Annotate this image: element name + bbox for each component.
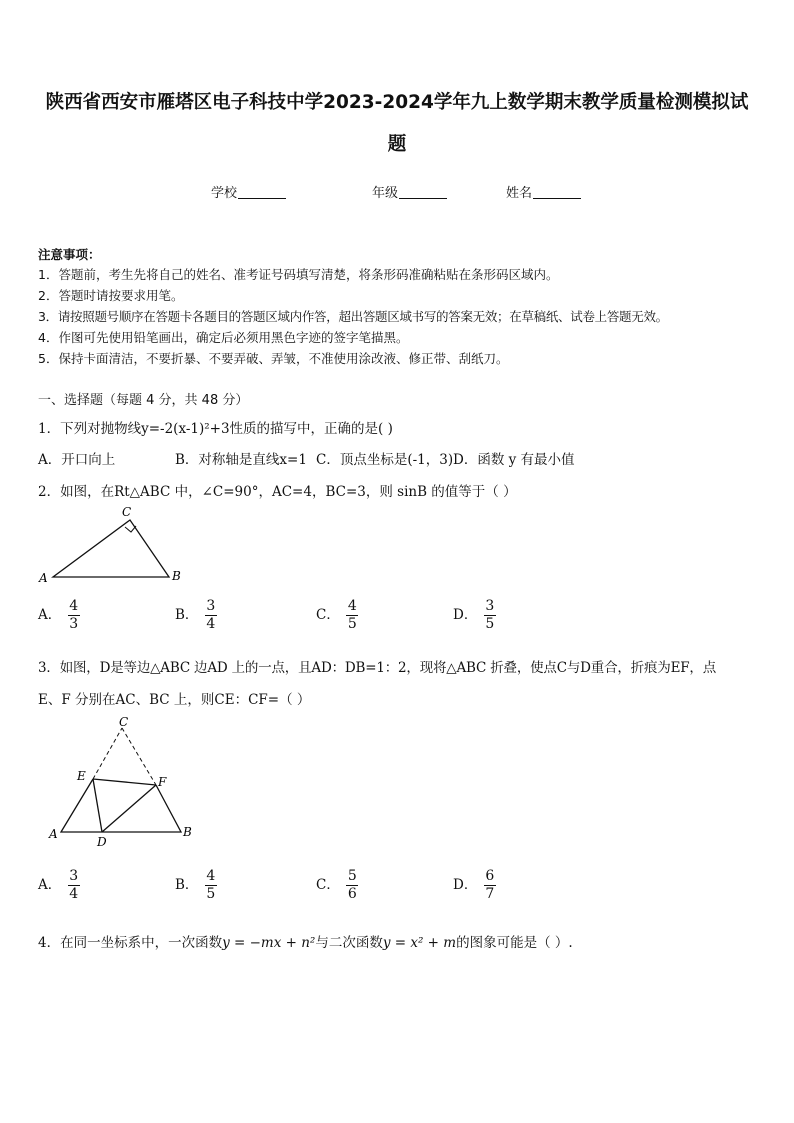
name-blank — [533, 186, 581, 199]
option-letter: D． — [453, 607, 478, 623]
dashed-side-bc — [122, 728, 156, 785]
numerator: 3 — [485, 598, 495, 614]
q4-prefix: 4．在同一坐标系中，一次函数 — [38, 935, 223, 951]
vertex-label-a: A — [49, 827, 58, 841]
segment-ed — [93, 779, 102, 832]
section-heading: 一、选择题（每题 4 分，共 48 分） — [38, 393, 249, 408]
fraction — [483, 868, 496, 903]
option-letter: B． — [175, 877, 199, 893]
fraction — [204, 868, 217, 903]
note-item: 3．请按照题号顺序在答题卡各题目的答题区域内作答，超出答题区域书写的答案无效；在草稿纸、试卷上答题无效。 — [38, 309, 668, 324]
vertex-label-a: A — [39, 571, 48, 585]
grade-blank — [399, 186, 447, 199]
denominator: 3 — [69, 616, 79, 632]
denominator: 4 — [206, 616, 216, 632]
grade-field[interactable] — [372, 182, 447, 201]
notes-heading: 注意事项： — [38, 247, 101, 262]
question-4-stem — [38, 931, 573, 951]
fraction — [67, 868, 80, 903]
fraction — [346, 868, 359, 903]
fraction — [483, 598, 496, 633]
q4-quadratic-function: y = x² + m — [382, 935, 457, 951]
segment-df — [102, 785, 156, 832]
question-2-stem: 2．如图，在Rt△ABC 中，∠C=90°，AC=4，BC=3，则 sinB 的值等于（ ） — [38, 484, 517, 500]
fold-line-ef — [93, 779, 156, 785]
option-letter: C． — [316, 877, 340, 893]
q3-option-c[interactable] — [316, 868, 359, 903]
q1-option-a[interactable]: A．开口向上 — [38, 452, 116, 468]
vertex-label-c: C — [122, 505, 132, 519]
option-letter: A． — [38, 877, 62, 893]
denominator: 5 — [206, 886, 216, 902]
denominator: 4 — [69, 886, 79, 902]
point-label-e: E — [77, 769, 86, 783]
fraction — [204, 598, 217, 633]
q4-suffix: 的图象可能是（ ）. — [456, 935, 573, 951]
q1-option-d[interactable]: D．函数 y 有最小值 — [453, 452, 575, 468]
q3-fold-figure — [40, 712, 200, 852]
vertex-label-b: B — [183, 825, 192, 839]
q4-mid: 与二次函数 — [315, 935, 383, 951]
option-letter: A． — [38, 607, 62, 623]
point-label-d: D — [97, 835, 107, 849]
school-label: 学校 — [211, 186, 238, 201]
q2-option-b[interactable] — [175, 598, 217, 633]
numerator: 3 — [69, 868, 79, 884]
denominator: 7 — [485, 886, 495, 902]
fraction — [346, 598, 359, 633]
school-field[interactable] — [211, 182, 286, 201]
triangle-abc — [53, 520, 169, 577]
q3-option-b[interactable] — [175, 868, 217, 903]
page-title: 陕西省西安市雁塔区电子科技中学2023-2024学年九上数学期末教学质量检测模拟试 — [45, 92, 749, 113]
note-item: 1．答题前，考生先将自己的姓名、准考证号码填写清楚，将条形码准确粘贴在条形码区域内。 — [38, 267, 559, 282]
q1-option-c[interactable]: C．顶点坐标是(-1，3) — [316, 452, 454, 468]
note-item: 4．作图可先使用铅笔画出，确定后必须用黑色字迹的签字笔描黑。 — [38, 330, 409, 345]
q3-option-d[interactable] — [453, 868, 496, 903]
numerator: 6 — [485, 868, 495, 884]
q2-option-d[interactable] — [453, 598, 496, 633]
school-blank — [238, 186, 286, 199]
numerator: 4 — [347, 598, 357, 614]
denominator: 5 — [485, 616, 495, 632]
page-title-cont: 题 — [387, 134, 407, 155]
vertex-label-c: C — [119, 715, 129, 729]
note-item: 2．答题时请按要求用笔。 — [38, 288, 184, 303]
grade-label: 年级 — [372, 186, 399, 201]
question-3-stem: 3．如图，D是等边△ABC 边AD 上的一点，且AD：DB=1：2，现将△ABC 折叠，使点C与D重合，折痕为EF，点 — [38, 660, 717, 676]
q3-option-a[interactable] — [38, 868, 80, 903]
numerator: 5 — [347, 868, 357, 884]
name-field[interactable] — [506, 182, 581, 201]
q1-option-b[interactable]: B．对称轴是直线x=1 — [175, 452, 307, 468]
dashed-side-ac — [93, 728, 122, 779]
q2-option-a[interactable] — [38, 598, 80, 633]
note-item: 5．保持卡面清洁，不要折暴、不要弄破、弄皱，不准使用涂改液、修正带、刮纸刀。 — [38, 351, 509, 366]
numerator: 4 — [206, 868, 216, 884]
option-letter: D． — [453, 877, 478, 893]
question-1-stem: 1．下列对抛物线y=-2(x-1)²+3性质的描写中，正确的是( ) — [38, 421, 393, 437]
vertex-label-b: B — [172, 569, 181, 583]
point-label-f: F — [158, 775, 167, 789]
q2-option-c[interactable] — [316, 598, 359, 633]
option-letter: B． — [175, 607, 199, 623]
question-3-stem-cont: E、F 分别在AC、BC 上，则CE：CF=（ ） — [38, 692, 311, 708]
option-letter: C． — [316, 607, 340, 623]
q2-triangle-figure — [35, 502, 195, 587]
numerator: 3 — [206, 598, 216, 614]
fraction — [67, 598, 80, 633]
denominator: 5 — [347, 616, 357, 632]
denominator: 6 — [347, 886, 357, 902]
q4-linear-function: y = −mx + n² — [222, 935, 316, 951]
numerator: 4 — [69, 598, 79, 614]
name-label: 姓名 — [506, 186, 533, 201]
